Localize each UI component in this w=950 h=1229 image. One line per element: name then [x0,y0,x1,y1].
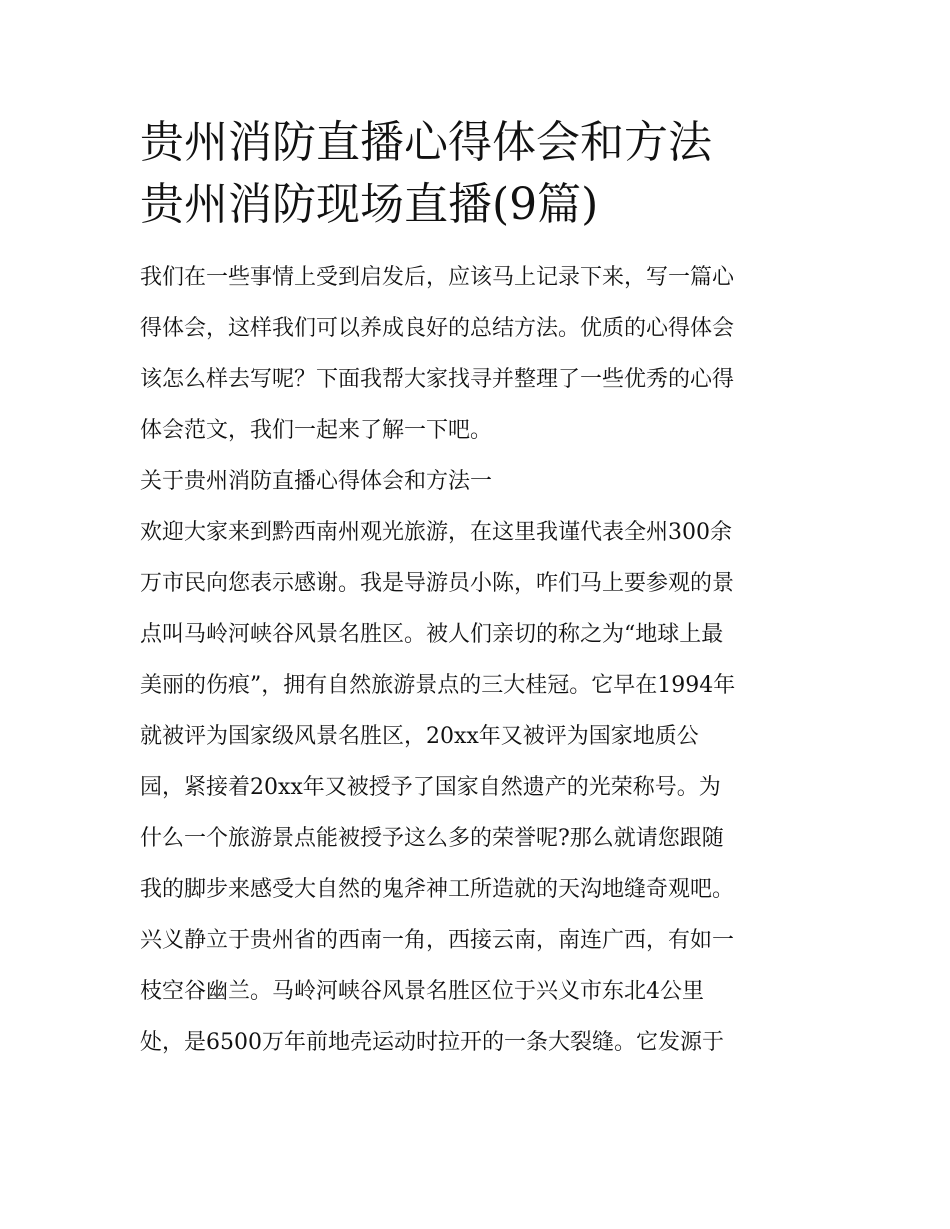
document-page [140,112,812,1068]
text-line: 点叫马岭河峡谷风景名胜区。被人们亲切的称之为“地球上最 [140,622,724,647]
text-line: 兴义静立于贵州省的西南一角，西接云南，南连广西，有如一 [140,928,735,953]
text-line: 得体会，这样我们可以养成良好的总结方法。优质的心得体会 [140,316,735,341]
section-heading [140,456,812,507]
text-line: 欢迎大家来到黔西南州观光旅游，在这里我谨代表全州300余 [140,520,732,545]
text-line: 什么一个旅游景点能被授予这么多的荣誉呢?那么就请您跟随 [140,826,724,851]
section-heading-text: 关于贵州消防直播心得体会和方法一 [140,469,493,494]
text-line: 美丽的伤痕”，拥有自然旅游景点的三大桂冠。它早在1994年 [140,673,736,698]
text-line: 体会范文，我们一起来了解一下吧。 [140,418,493,443]
text-line: 就被评为国家级风景名胜区，20xx年又被评为国家地质公 [140,724,699,749]
text-line: 枝空谷幽兰。马岭河峡谷风景名胜区位于兴义市东北4公里 [140,979,704,1004]
intro-paragraph [140,252,812,456]
text-line: 园，紧接着20xx年又被授予了国家自然遗产的光荣称号。为 [140,775,721,800]
title-line: 贵州消防直播心得体会和方法 [140,117,712,168]
text-line: 该怎么样去写呢？下面我帮大家找寻并整理了一些优秀的心得 [140,367,735,392]
text-line: 万市民向您表示感谢。我是导游员小陈，咋们马上要参观的景 [140,571,735,596]
document-title [140,112,812,236]
text-line: 我们在一些事情上受到启发后，应该马上记录下来，写一篇心 [140,265,735,290]
body-paragraph [140,507,812,1068]
text-line: 处，是6500万年前地壳运动时拉开的一条大裂缝。它发源于 [140,1030,724,1055]
text-line: 我的脚步来感受大自然的鬼斧神工所造就的天沟地缝奇观吧。 [140,877,735,902]
title-line: 贵州消防现场直播(9篇) [140,179,599,230]
